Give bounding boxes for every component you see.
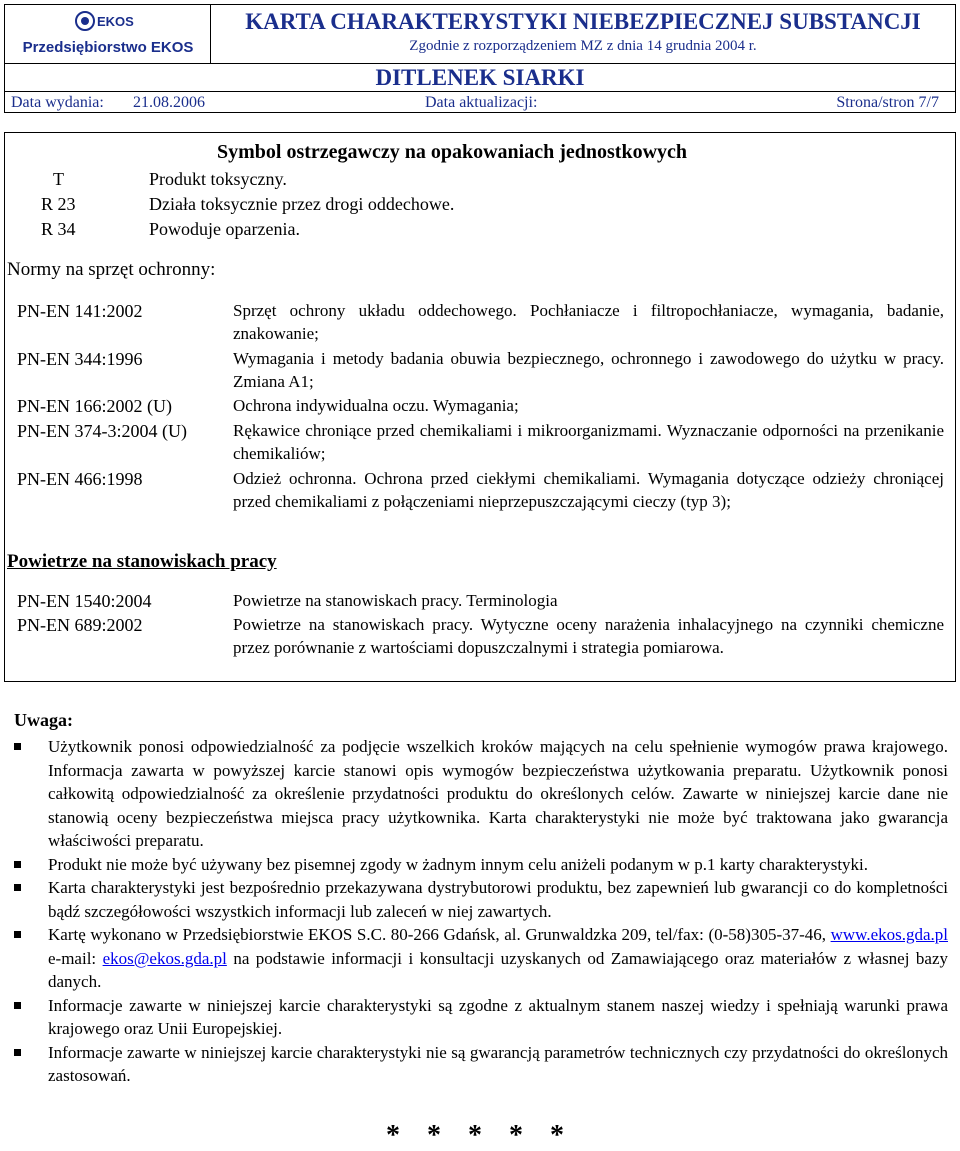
note-item: Informacje zawarte w niniejszej karcie charakterystyki nie są gwarancją parametrów technicznych czy przydatności do określonych zastosowań.	[14, 1041, 948, 1088]
end-of-document-stars: * * * * *	[386, 1120, 574, 1151]
norm-description: Wymagania i metody badania obuwia bezpiecznego, ochronnego i zawodowego do użytku w pracy. Zmiana A1;	[233, 349, 944, 391]
update-date-label: Data aktualizacji:	[425, 94, 538, 111]
note-item: Kartę wykonano w Przedsiębiorstwie EKOS S.C. 80-266 Gdańsk, al. Grunwaldzka 209, tel/fax: (0-58)305-37-46, www.ekos.gda.pl e-mail: ekos@ekos.gda.pl na podstawie informacji i konsultacji uzyskanych od Zamawiającego oraz materiałów z własnej bazy danych.	[14, 923, 948, 994]
norm-code: PN-EN 166:2002 (U)	[17, 396, 172, 416]
document-header	[4, 4, 956, 113]
ekos-logo	[75, 9, 139, 33]
norm-description: Odzież ochronna. Ochrona przed ciekłymi chemikaliami. Wymagania dotyczące odzieży chroniącej przed chemikaliami z połączeniami nieprzepuszczającymi cieczy (typ 3);	[233, 469, 944, 511]
symbols-heading: Symbol ostrzegawczy na opakowaniach jednostkowych	[217, 141, 688, 163]
symbol-code: R 23	[41, 194, 76, 214]
bullet-icon	[14, 861, 21, 868]
logo-cell	[5, 5, 211, 63]
protective-equipment-section	[4, 132, 956, 682]
bullet-icon	[14, 884, 21, 891]
note-item: Karta charakterystyki jest bezpośrednio przekazywana dystrybutorowi produktu, bez zapewnień lub gwarancji co do kompletności bądź szczegółowości wszystkich informacji lub zaleceń w niej zawartych.	[14, 876, 948, 923]
symbol-code: T	[53, 169, 64, 189]
note-item: Informacje zawarte w niniejszej karcie charakterystyki są zgodne z aktualnym stanem naszej wiedzy i spełniają warunki prawa krajowego oraz Unii Europejskiej.	[14, 994, 948, 1041]
issue-date-label: Data wydania:	[11, 94, 104, 111]
header-divider	[5, 91, 955, 92]
norm-description: Rękawice chroniące przed chemikaliami i mikroorganizmami. Wyznaczanie odporności na przenikanie chemikaliów;	[233, 421, 944, 463]
bullet-icon	[14, 931, 21, 938]
workplace-norm-code: PN-EN 689:2002	[17, 615, 143, 635]
note-item: Użytkownik ponosi odpowiedzialność za podjęcie wszelkich kroków mających na celu spełnienie wymogów prawa krajowego. Informacja zawarta w powyższej karcie stanowi opis wymogów bezpieczeństwa użytkowania preparatu. Użytkownik ponosi całkowitą odpowiedzialność za określenie przydatności produktu do określonych celów. Zawarte w niniejszej karcie dane nie stanowią oceny bezpieczeństwa miejsca pracy użytkownika. Karta charakterystyki nie może być traktowana jako gwarancja właściwości preparatu.	[14, 735, 948, 853]
workplace-norm-description: Powietrze na stanowiskach pracy. Terminologia	[233, 591, 558, 610]
workplace-norm-code: PN-EN 1540:2004	[17, 591, 152, 611]
norm-code: PN-EN 141:2002	[17, 301, 143, 321]
norm-description: Sprzęt ochrony układu oddechowego. Pochłaniacze i filtropochłaniacze, wymagania, badanie, znakowanie;	[233, 301, 944, 343]
email-link[interactable]: ekos@ekos.gda.pl	[102, 948, 227, 968]
symbol-text: Działa toksycznie przez drogi oddechowe.	[149, 194, 455, 214]
page-number: Strona/stron 7/7	[836, 94, 939, 111]
website-link[interactable]: www.ekos.gda.pl	[830, 925, 948, 944]
symbol-code: R 34	[41, 219, 76, 239]
symbol-text: Powoduje oparzenia.	[149, 219, 300, 239]
bullet-icon	[14, 1049, 21, 1056]
bullet-icon	[14, 1002, 21, 1009]
bullet-icon	[14, 743, 21, 750]
issue-date: 21.08.2006	[133, 94, 205, 111]
norm-description: Ochrona indywidualna oczu. Wymagania;	[233, 396, 519, 415]
norm-code: PN-EN 466:1998	[17, 469, 143, 489]
norm-code: PN-EN 344:1996	[17, 349, 143, 369]
workplace-norm-description: Powietrze na stanowiskach pracy. Wytyczne oceny narażenia inhalacyjnego na czynniki chemiczne przez porównanie z wartościami dopuszczalnymi i strategia pomiarowa.	[233, 615, 944, 657]
document-subtitle: Zgodnie z rozporządzeniem MZ z dnia 14 grudnia 2004 r.	[409, 38, 757, 54]
norms-heading: Normy na sprzęt ochronny:	[7, 259, 216, 280]
norm-code: PN-EN 374-3:2004 (U)	[17, 421, 187, 441]
workplace-heading: Powietrze na stanowiskach pracy	[7, 551, 277, 572]
logo-text: EKOS	[97, 14, 134, 29]
product-name: DITLENEK SIARKI	[375, 65, 585, 90]
document-title: KARTA CHARAKTERYSTYKI NIEBEZPIECZNEJ SUBSTANCJI	[245, 9, 921, 34]
note-title: Uwaga:	[14, 710, 73, 730]
company-name: Przedsiębiorstwo EKOS	[22, 39, 194, 56]
note-item: Produkt nie może być używany bez pisemnej zgody w żadnym innym celu aniżeli podanym w p.1 karty charakterystyki.	[14, 853, 948, 877]
symbol-text: Produkt toksyczny.	[149, 169, 287, 189]
note-list	[14, 735, 948, 1088]
